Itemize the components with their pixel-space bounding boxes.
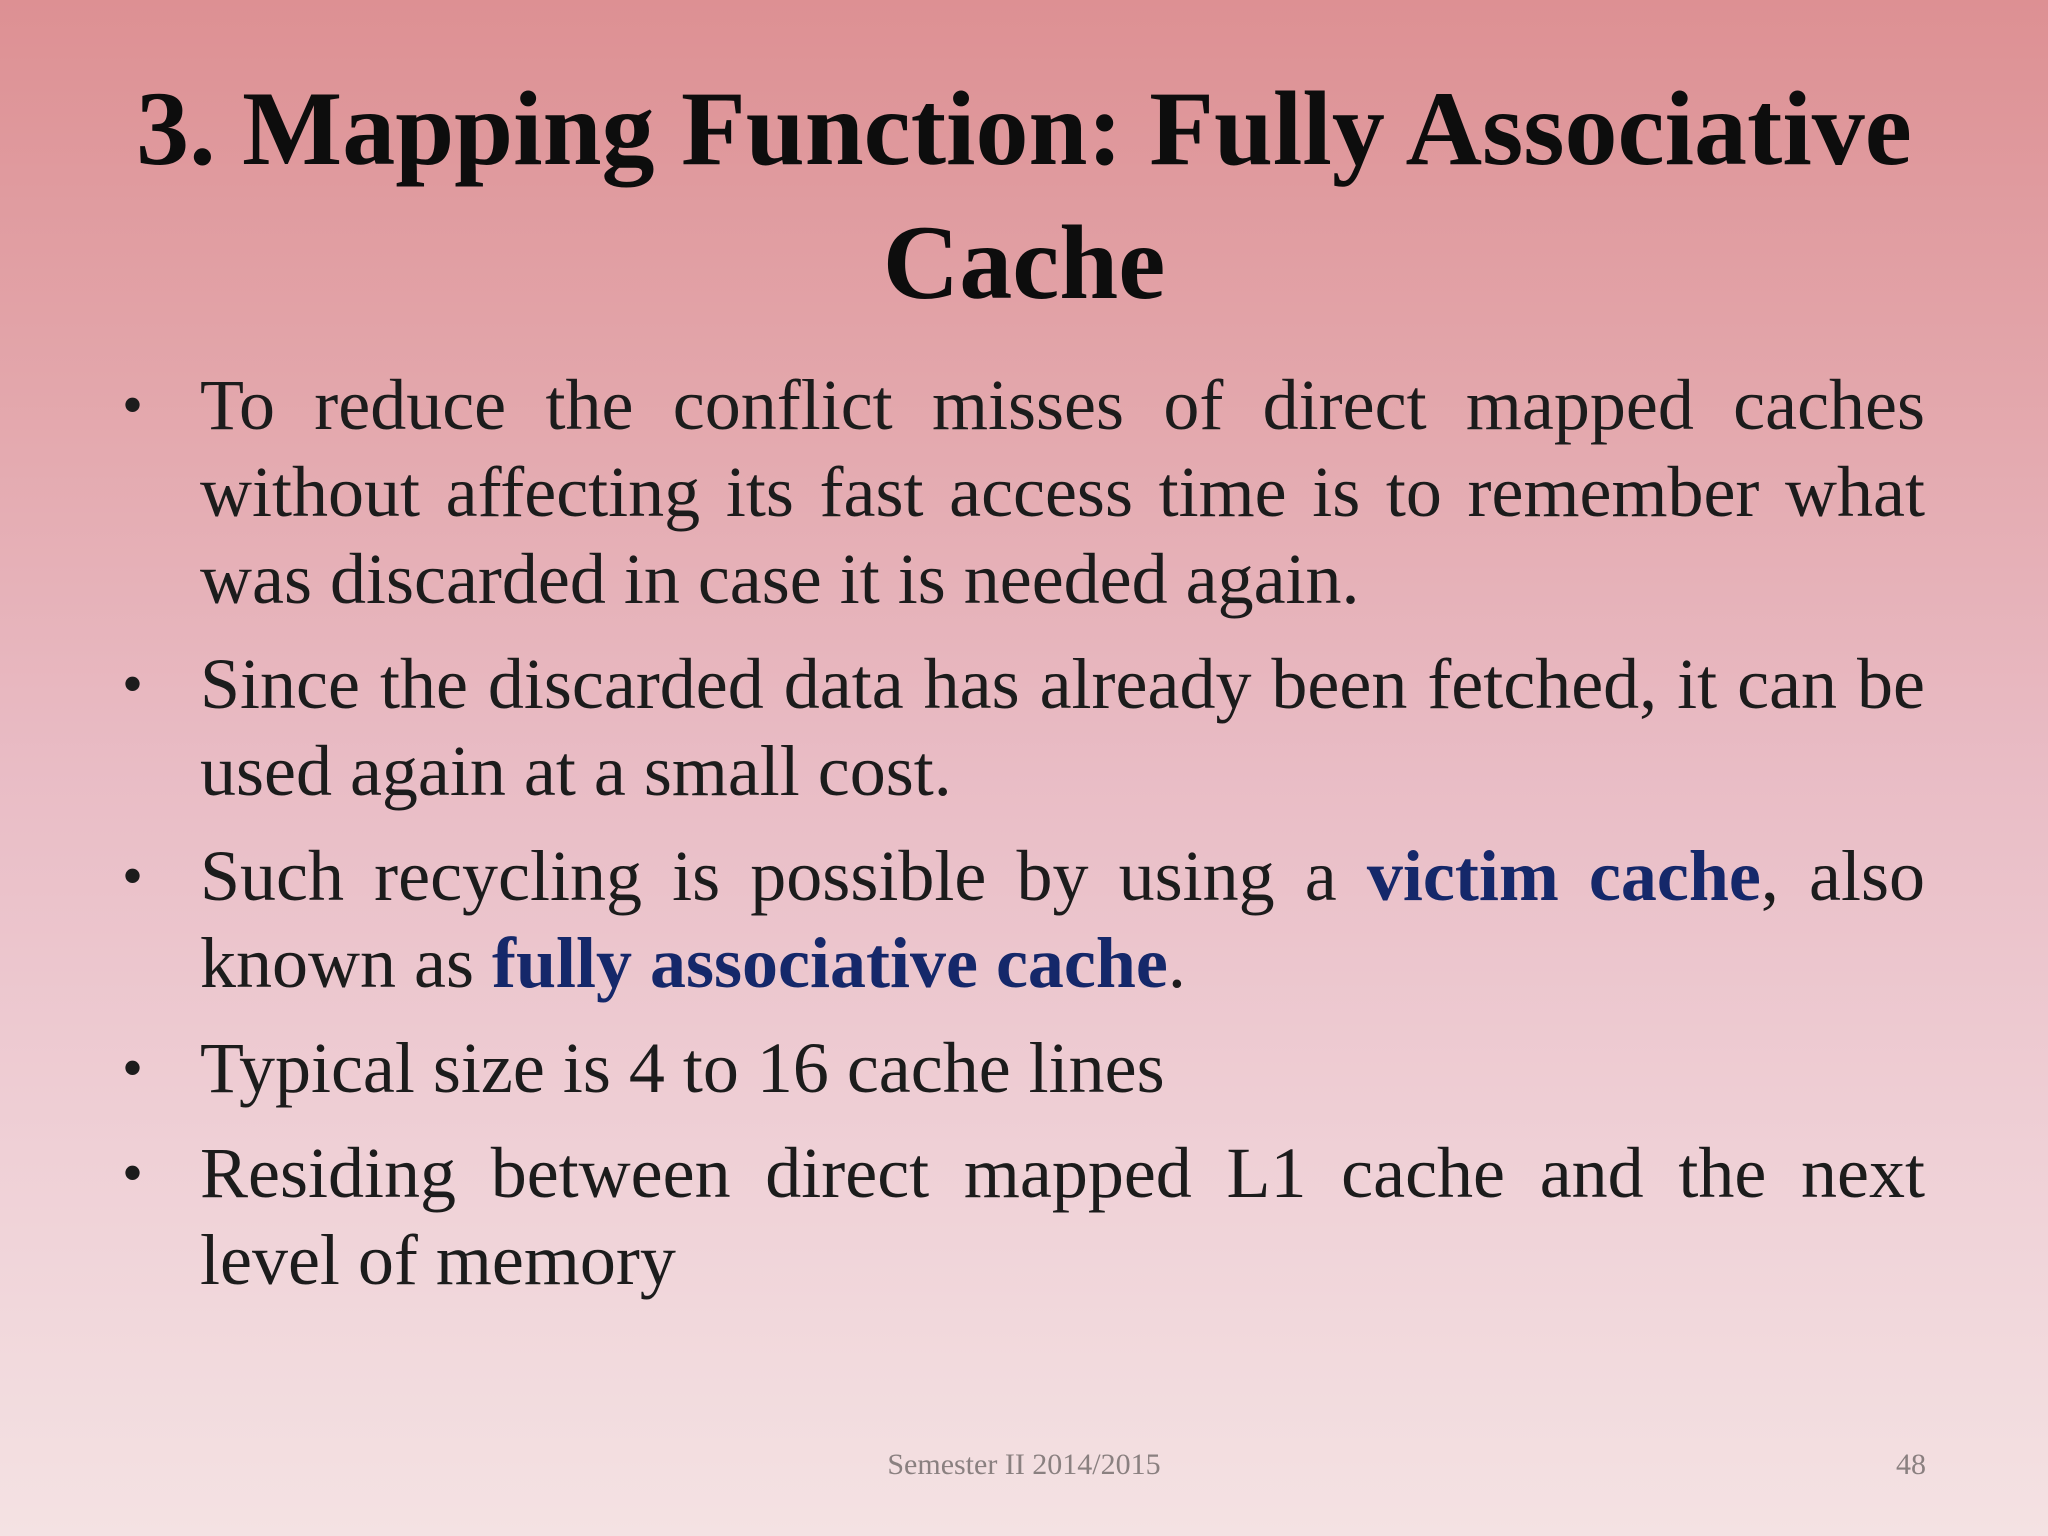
bullet-item (120, 1130, 1925, 1304)
bullet-text: Typical size is 4 to 16 cache lines (200, 1028, 1165, 1108)
victim-cache-term: victim cache (1366, 836, 1761, 916)
bullet-text: Since the discarded data has already been fetched, it can be used again at a small cost. (200, 644, 1925, 811)
bullet-text-suffix: . (1167, 923, 1186, 1003)
bullet-marker: • (122, 843, 144, 909)
bullet-text-middle: , also known as (200, 836, 1925, 1003)
bullet-list (120, 362, 1925, 1322)
bullet-item (120, 641, 1925, 815)
bullet-item (120, 362, 1925, 623)
bullet-item (120, 833, 1925, 1007)
bullet-marker: • (122, 1035, 144, 1101)
bullet-text-prefix: Such recycling is possible by using a (200, 836, 1367, 916)
page-number: 48 (1896, 1448, 1926, 1481)
fully-associative-cache-term: fully associative cache (491, 923, 1168, 1003)
slide-footer: Semester II 2014/2015 (887, 1448, 1161, 1481)
bullet-marker: • (122, 1140, 144, 1206)
bullet-marker: • (122, 651, 144, 717)
bullet-marker: • (122, 372, 144, 438)
bullet-text: Residing between direct mapped L1 cache and the next level of memory (200, 1133, 1925, 1300)
bullet-text: To reduce the conflict misses of direct mapped caches without affecting its fast access time is to remember what was discarded in case it is needed again. (200, 365, 1925, 619)
slide-title: 3. Mapping Function: Fully Associative Cache (136, 70, 1912, 321)
bullet-item (120, 1025, 1925, 1112)
